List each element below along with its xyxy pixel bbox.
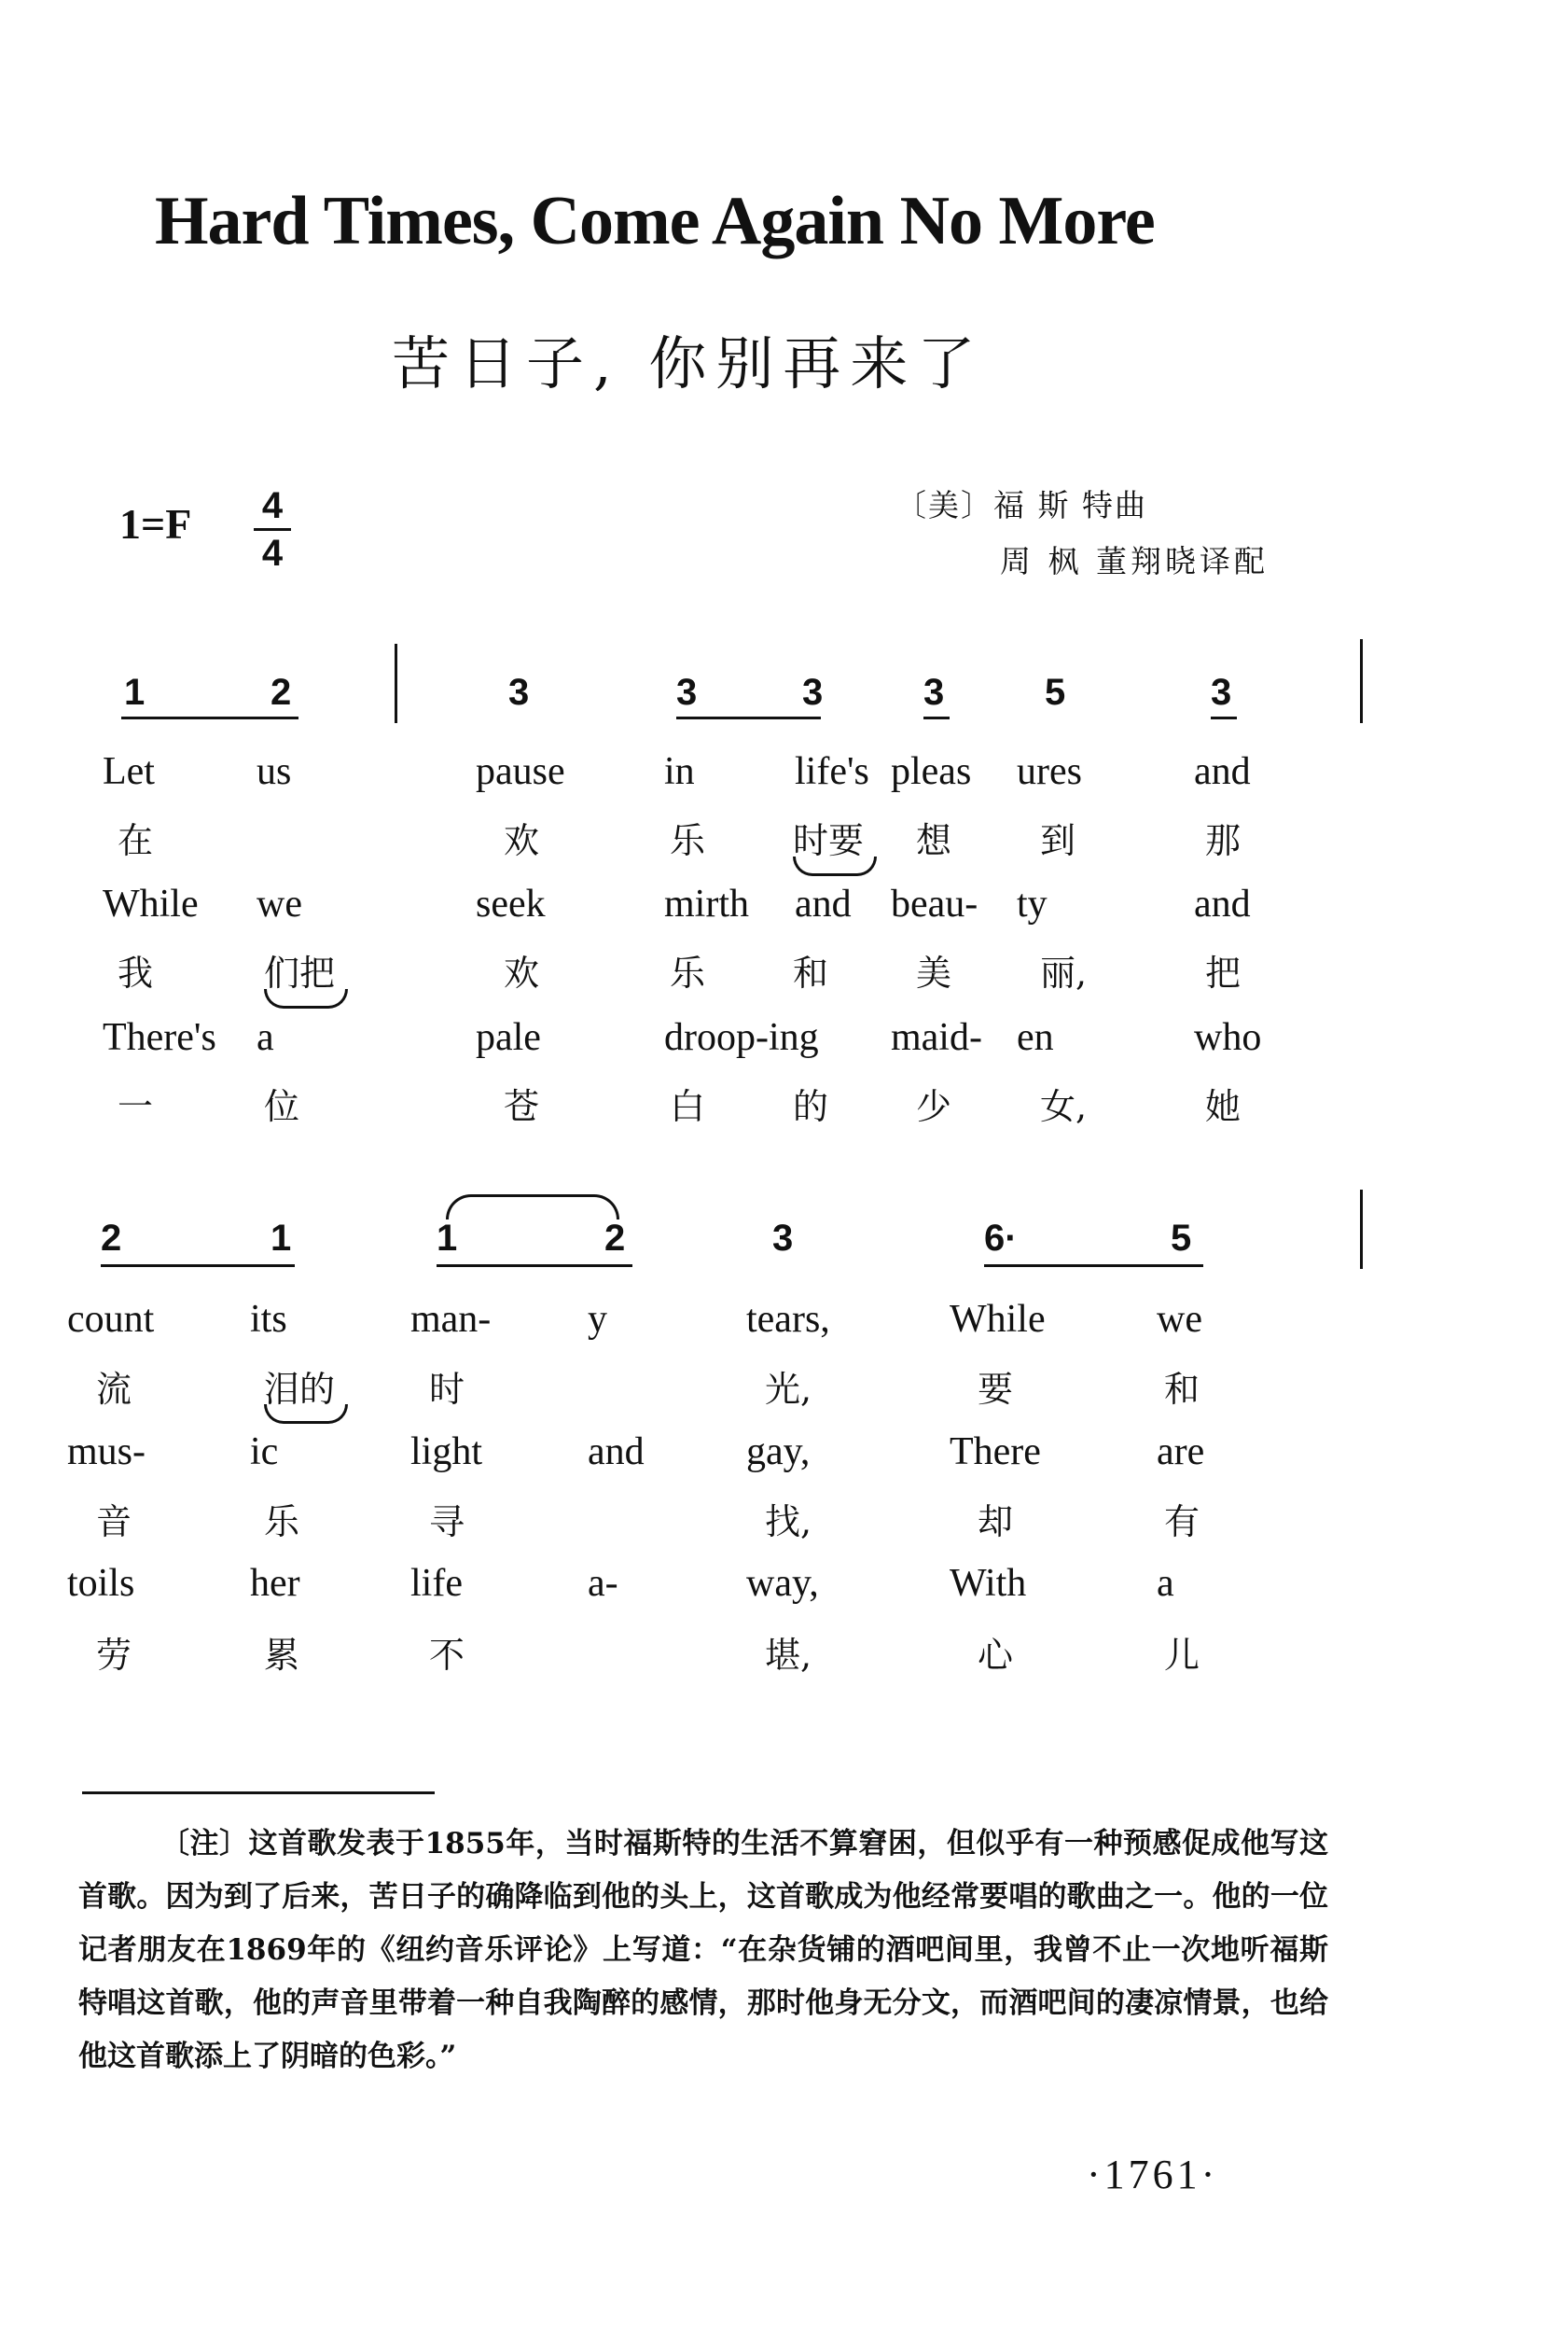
lyric-zh: 劳 bbox=[96, 1635, 132, 1676]
lyric-zh: 在 bbox=[118, 820, 154, 861]
lyric-en: and bbox=[1194, 883, 1251, 926]
lyric-en: mirth bbox=[664, 883, 749, 926]
lyric-zh: 一 bbox=[118, 1086, 154, 1127]
title-chinese: 苦日子, 你别再来了 bbox=[392, 329, 985, 397]
lyric-en: en bbox=[1017, 1016, 1054, 1059]
beam bbox=[984, 1264, 1203, 1267]
lyric-zh: 时要 bbox=[793, 820, 865, 861]
lyric-en: in bbox=[664, 750, 695, 793]
note: 5 bbox=[1171, 1218, 1192, 1259]
note: 3 bbox=[1211, 672, 1232, 713]
lyric-zh: 乐 bbox=[670, 953, 706, 994]
lyric-zh: 欢 bbox=[504, 953, 540, 994]
lyric-zh: 的 bbox=[793, 1086, 829, 1127]
lyric-zh: 泪的 bbox=[264, 1369, 336, 1410]
lyric-en: a bbox=[257, 1016, 274, 1059]
lyric-en: and bbox=[588, 1430, 645, 1473]
lyric-zh: 位 bbox=[264, 1086, 300, 1127]
lyric-en: way, bbox=[746, 1562, 819, 1605]
lyric-zh: 我 bbox=[118, 953, 154, 994]
lyric-en: who bbox=[1194, 1016, 1262, 1059]
lyric-en: pause bbox=[476, 750, 565, 793]
lyric-en: While bbox=[103, 883, 199, 926]
note: 1 bbox=[124, 672, 146, 713]
beam bbox=[923, 717, 950, 719]
lyric-en: With bbox=[950, 1562, 1027, 1605]
note: 3 bbox=[802, 672, 824, 713]
lyric-zh: 流 bbox=[96, 1369, 132, 1410]
lyric-en: man- bbox=[410, 1298, 492, 1341]
lyric-zh: 到 bbox=[1040, 820, 1076, 861]
lyric-zh: 那 bbox=[1205, 820, 1242, 861]
lyric-zh: 心 bbox=[978, 1635, 1014, 1676]
lyric-en: While bbox=[950, 1298, 1046, 1341]
lyric-en: droop-ing bbox=[664, 1016, 819, 1059]
lyric-zh: 找, bbox=[765, 1501, 812, 1542]
lyric-zh: 苍 bbox=[504, 1086, 540, 1127]
lyric-zh: 时 bbox=[429, 1369, 465, 1410]
lyric-en: light bbox=[410, 1430, 483, 1473]
beam bbox=[676, 717, 821, 719]
tie-arc bbox=[446, 1194, 619, 1219]
note: 3 bbox=[676, 672, 698, 713]
lyric-en: life's bbox=[795, 750, 869, 793]
note: 2 bbox=[604, 1218, 626, 1259]
lyric-zh: 却 bbox=[978, 1501, 1014, 1542]
translator-credit: 周 枫 董翔晓译配 bbox=[1000, 543, 1269, 579]
lyric-zh: 堪, bbox=[765, 1635, 812, 1676]
lyric-en: tears, bbox=[746, 1298, 830, 1341]
lyric-en: seek bbox=[476, 883, 546, 926]
lyric-zh: 少 bbox=[916, 1086, 952, 1127]
lyric-zh: 乐 bbox=[264, 1501, 300, 1542]
lyric-zh: 和 bbox=[1164, 1369, 1200, 1410]
footnote bbox=[78, 1818, 1328, 2083]
lyric-en: count bbox=[67, 1298, 155, 1341]
lyric-en: pale bbox=[476, 1016, 541, 1059]
lyric-zh: 和 bbox=[793, 953, 829, 994]
lyric-zh: 光, bbox=[765, 1369, 812, 1410]
lyric-zh: 欢 bbox=[504, 820, 540, 861]
composer-credit: 〔美〕福 斯 特曲 bbox=[895, 487, 1147, 523]
lyric-en: gay, bbox=[746, 1430, 811, 1473]
beam bbox=[437, 1264, 632, 1267]
beam bbox=[1211, 717, 1237, 719]
lyric-en: and bbox=[795, 883, 852, 926]
lyric-en: maid- bbox=[891, 1016, 982, 1059]
lyric-en: ty bbox=[1017, 883, 1048, 926]
title-english: Hard Times, Come Again No More bbox=[155, 183, 1155, 259]
page-number: ·1761· bbox=[1087, 2152, 1219, 2197]
lyric-zh: 她 bbox=[1205, 1086, 1242, 1127]
time-signature-bottom: 4 bbox=[261, 533, 284, 574]
lyric-en: its bbox=[250, 1298, 287, 1341]
lyric-zh: 寻 bbox=[429, 1501, 465, 1542]
footnote-rule bbox=[82, 1791, 435, 1794]
lyric-zh: 丽, bbox=[1040, 953, 1088, 994]
lyric-zh: 不 bbox=[429, 1635, 465, 1676]
beam bbox=[101, 1264, 295, 1267]
lyric-en: and bbox=[1194, 750, 1251, 793]
lyric-en: us bbox=[257, 750, 292, 793]
lyric-zh: 们把 bbox=[264, 953, 336, 994]
lyric-en: a bbox=[1157, 1562, 1174, 1605]
lyric-en: are bbox=[1157, 1430, 1205, 1473]
lyric-zh: 白 bbox=[670, 1086, 706, 1127]
note: 1 bbox=[437, 1218, 458, 1259]
lyric-zh: 累 bbox=[264, 1635, 300, 1676]
lyric-zh: 儿 bbox=[1164, 1635, 1200, 1676]
note: 3 bbox=[772, 1218, 794, 1259]
key-signature: 1=F bbox=[119, 500, 192, 548]
credits bbox=[895, 478, 1269, 590]
note: 3 bbox=[508, 672, 530, 713]
lyric-en: Let bbox=[103, 750, 155, 793]
lyric-zh: 要 bbox=[978, 1369, 1014, 1410]
lyric-en: we bbox=[257, 883, 302, 926]
lyric-en: we bbox=[1157, 1298, 1202, 1341]
note: 6· bbox=[984, 1218, 1018, 1259]
lyric-en: y bbox=[588, 1298, 607, 1341]
lyric-en: her bbox=[250, 1562, 300, 1605]
lyric-zh: 乐 bbox=[670, 820, 706, 861]
lyric-zh: 美 bbox=[916, 953, 952, 994]
lyric-en: toils bbox=[67, 1562, 135, 1605]
note: 2 bbox=[271, 672, 292, 713]
lyric-en: ic bbox=[250, 1430, 279, 1473]
lyric-en: ures bbox=[1017, 750, 1082, 793]
time-signature-top: 4 bbox=[261, 485, 284, 526]
lyric-en: There's bbox=[103, 1016, 216, 1059]
barline bbox=[395, 644, 397, 723]
time-signature-divider bbox=[254, 528, 291, 531]
note: 5 bbox=[1045, 672, 1066, 713]
barline bbox=[1360, 1190, 1363, 1269]
note: 3 bbox=[923, 672, 945, 713]
lyric-en: a- bbox=[588, 1562, 618, 1605]
footnote-text: 〔注〕这首歌发表于1855年，当时福斯特的生活不算窘困，但似乎有一种预感促成他写这首歌。因为到了后来，苦日子的确降临到他的头上，这首歌成为他经常要唱的歌曲之一。他的一位记者朋友在1869年的《纽约音乐评论》上写道：“在杂货铺的酒吧间里，我曾不止一次地听福斯特唱这首歌，他的声音里带着一种自我陶醉的感情，那时他身无分文，而酒吧间的凄凉情景，也给他这首歌添上了阴暗的色彩。” bbox=[78, 1827, 1328, 2073]
note: 2 bbox=[101, 1218, 122, 1259]
lyric-en: mus- bbox=[67, 1430, 146, 1473]
lyric-en: pleas bbox=[891, 750, 972, 793]
lyric-en: beau- bbox=[891, 883, 978, 926]
time-signature bbox=[254, 487, 291, 572]
note: 1 bbox=[271, 1218, 292, 1259]
lyric-zh: 想 bbox=[916, 820, 952, 861]
lyric-zh: 音 bbox=[96, 1501, 132, 1542]
beam bbox=[121, 717, 298, 719]
lyric-zh: 把 bbox=[1205, 953, 1242, 994]
lyric-zh: 有 bbox=[1164, 1501, 1200, 1542]
barline bbox=[1360, 639, 1363, 723]
lyric-zh: 女, bbox=[1040, 1086, 1088, 1127]
lyric-en: life bbox=[410, 1562, 463, 1605]
lyric-en: There bbox=[950, 1430, 1041, 1473]
